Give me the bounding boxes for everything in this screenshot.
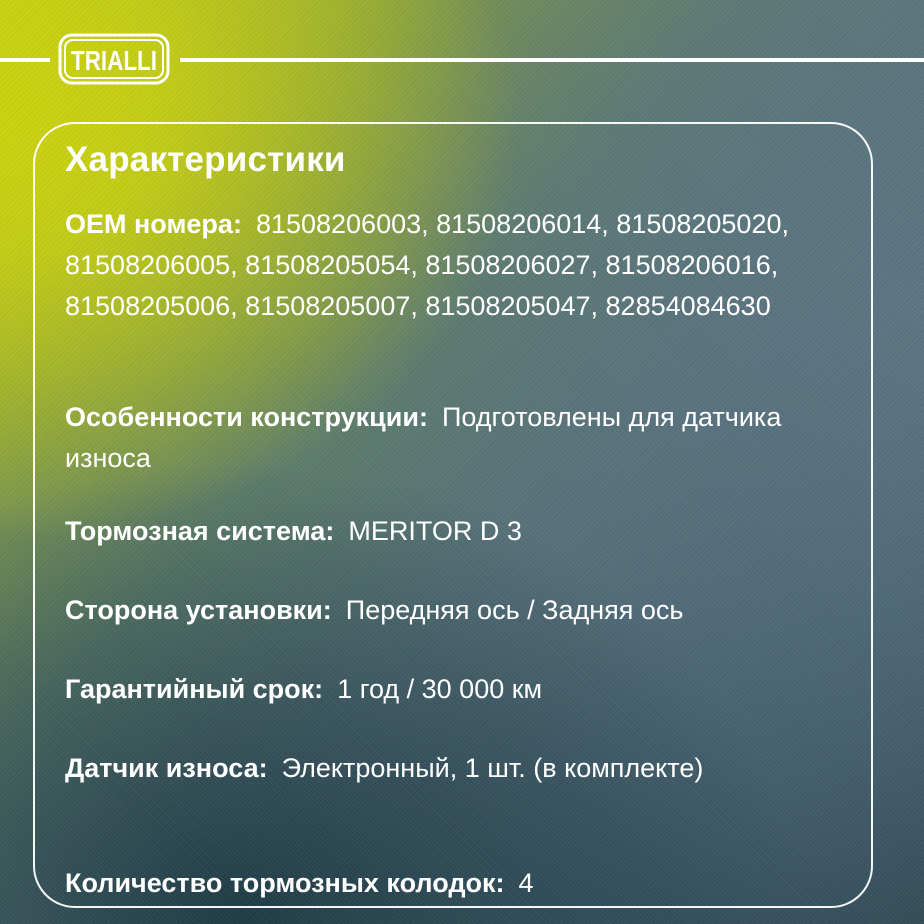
spec-label: Гарантийный срок: — [65, 674, 324, 704]
spec-value: MERITOR D 3 — [348, 516, 522, 546]
spec-label: Количество тормозных колодок: — [65, 868, 505, 898]
spec-design-features — [65, 397, 865, 479]
spec-value: 1 год / 30 000 км — [337, 674, 543, 704]
spec-value: 4 — [518, 868, 534, 898]
spec-installation-side — [65, 590, 865, 631]
spec-label: Датчик износа: — [65, 753, 268, 783]
spec-warranty — [65, 669, 865, 710]
characteristics-title: Характеристики — [65, 140, 346, 179]
spec-value: 81508206003, 81508206014, 81508205020, 81508206005, 81508205054, 81508206027, 81508206016, 81508205006, 81508205007, 81508205047, 82854084630 — [65, 209, 789, 321]
spec-label: Особенности конструкции: — [65, 402, 428, 432]
spec-value: Передняя ось / Задняя ось — [345, 595, 684, 625]
header-divider-left — [0, 58, 50, 62]
spec-wear-sensor — [65, 748, 865, 789]
spec-brake-system — [65, 511, 865, 552]
spec-value: Электронный, 1 шт. (в комплекте) — [281, 753, 704, 783]
spec-label: OEM номера: — [65, 209, 242, 239]
spec-label: Сторона установки: — [65, 595, 332, 625]
trialli-logo — [58, 33, 170, 85]
spec-value: Подготовлены для датчика износа — [65, 402, 782, 473]
header-divider-right — [180, 58, 924, 62]
spec-oem-numbers — [65, 204, 865, 327]
spec-label: Тормозная система: — [65, 516, 335, 546]
spec-pad-count — [65, 863, 865, 904]
logo-text: TRIALLI — [71, 45, 157, 76]
